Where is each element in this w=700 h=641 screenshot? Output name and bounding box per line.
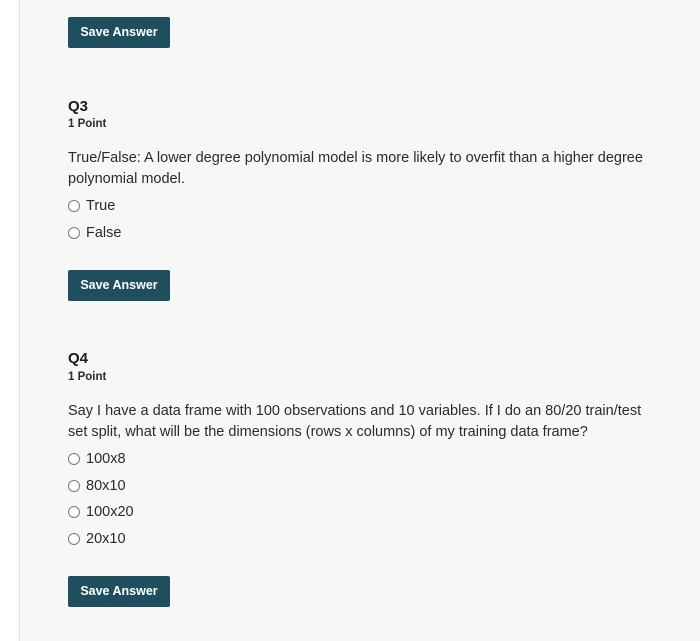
radio-button[interactable]: [68, 506, 80, 518]
option-label: 100x20: [86, 504, 134, 520]
option-q3-false[interactable]: [68, 224, 121, 242]
question-points-q3: 1 Point: [68, 118, 107, 130]
question-title-q3: Q3: [68, 98, 89, 115]
radio-button[interactable]: [68, 480, 80, 492]
radio-button[interactable]: [68, 533, 80, 545]
question-prompt-q4: Say I have a data frame with 100 observations and 10 variables. If I do an 80/20 train/test set split, what will be the dimensions (rows x columns) of my training data frame?: [68, 403, 642, 440]
option-label: 20x10: [86, 531, 126, 547]
option-label: True: [86, 198, 116, 214]
option-q4-100x8[interactable]: [68, 450, 126, 468]
option-q4-100x20[interactable]: [68, 503, 134, 521]
option-label: False: [86, 225, 122, 241]
option-q3-true[interactable]: [68, 197, 115, 215]
option-q4-20x10[interactable]: [68, 530, 126, 548]
radio-button[interactable]: [68, 227, 80, 239]
option-label: 80x10: [86, 478, 126, 494]
radio-button[interactable]: [68, 200, 80, 212]
question-title-q4: Q4: [68, 350, 89, 367]
question-points-q4: 1 Point: [68, 371, 107, 383]
radio-button[interactable]: [68, 453, 80, 465]
save-answer-button-q4[interactable]: Save Answer: [68, 576, 170, 607]
option-q4-80x10[interactable]: [68, 477, 126, 495]
option-label: 100x8: [86, 451, 126, 467]
save-answer-button-q2[interactable]: Save Answer: [68, 17, 170, 48]
save-answer-button-q3[interactable]: Save Answer: [68, 270, 170, 301]
question-prompt-q3: True/False: A lower degree polynomial model is more likely to overfit than a higher degree polynomial model.: [68, 150, 643, 187]
